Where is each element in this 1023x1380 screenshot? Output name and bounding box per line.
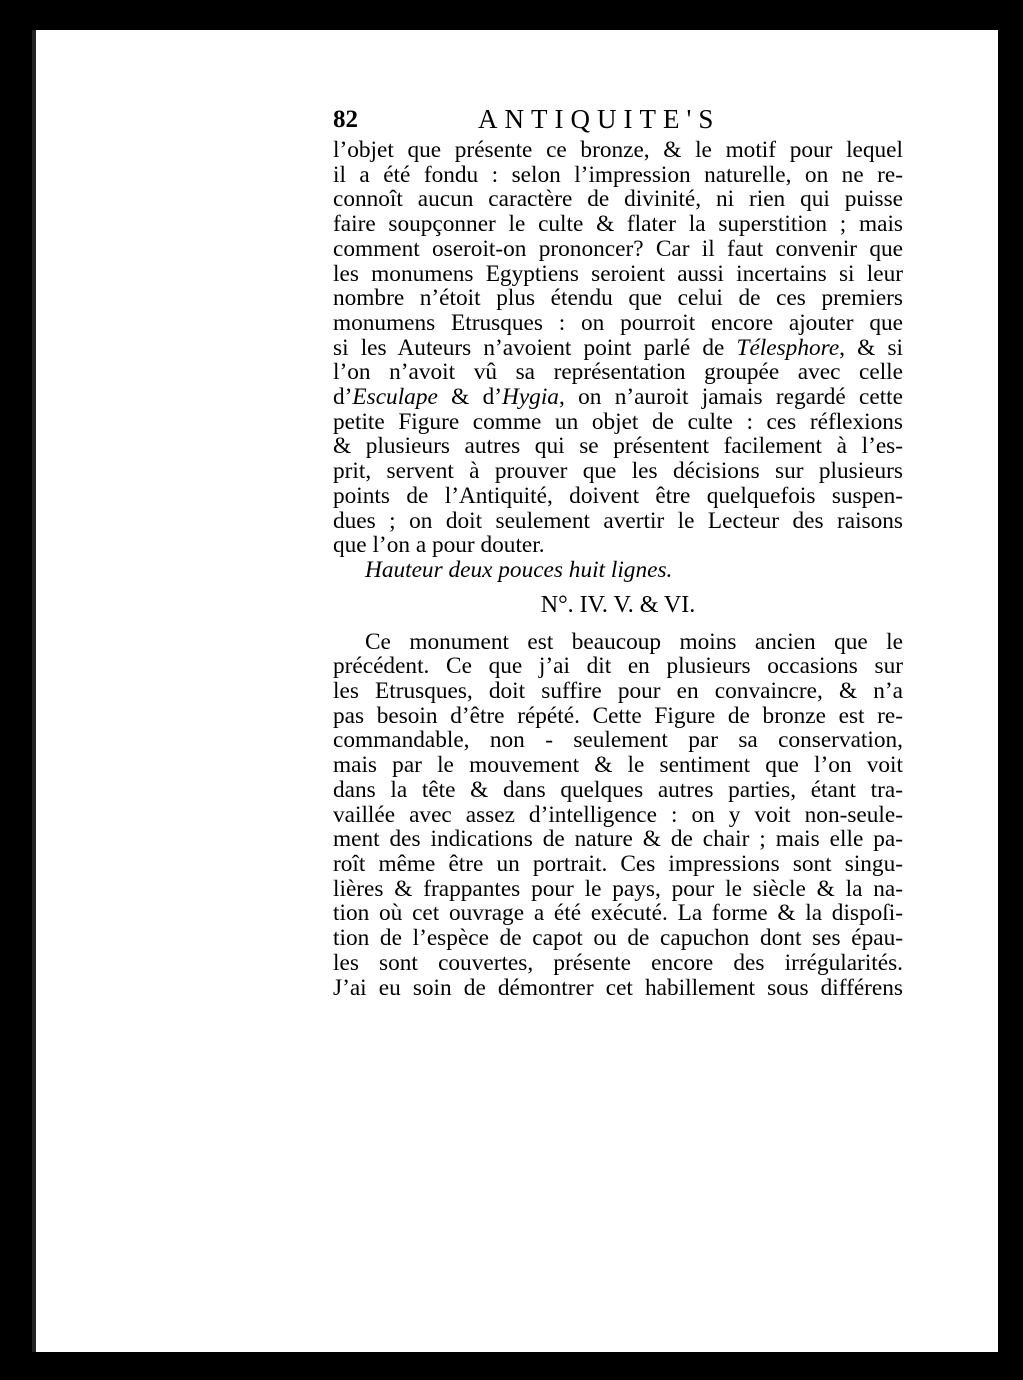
text-line <box>333 385 903 410</box>
text-line: nombre n’étoit plus étendu que celui de ces premiers <box>333 285 903 312</box>
measurement-note: Hauteur deux pouces huit lignes. <box>365 556 673 583</box>
text-line <box>333 336 903 361</box>
text-line: prit, servent à prouver que les décisions sur plusieurs <box>333 458 903 485</box>
text-line: il a été fondu : selon l’impression naturelle, on ne re- <box>333 161 903 188</box>
text-line: l’objet que présente ce bronze, & le motif pour lequel <box>333 137 903 163</box>
text-line: l’on n’avoit vû sa représentation groupée avec celle <box>333 359 903 386</box>
text-line: mais par le mouvement & le sentiment que l’on voit <box>333 752 903 779</box>
text-line: petite Figure comme un objet de culte : ces réflexions <box>333 408 903 435</box>
text-line: monumens Etrusques : on pourroit encore ajouter que <box>333 309 903 336</box>
text-line: dues ; on doit seulement avertir le Lecteur des raisons <box>333 507 903 534</box>
text-line: les monumens Egyptiens seroient aussi incertains si leur <box>333 260 903 287</box>
running-title: ANTIQUITE'S <box>478 104 721 134</box>
text-line: ment des indications de nature & de chair ; mais elle pa- <box>333 826 903 853</box>
text-line: faire soupçonner le culte & flater la superstition ; mais <box>333 211 903 238</box>
text-line: connoît aucun caractère de divinité, ni rien qui puisse <box>333 186 903 213</box>
text-segment: & d’ <box>437 384 502 411</box>
text-line: tion où cet ouvrage a été exécuté. La forme & la dispoſi- <box>333 900 903 927</box>
body-text <box>333 138 903 1000</box>
section-heading: N°. IV. V. & VI. <box>540 591 696 618</box>
italic-name-telesphore: Télesphore <box>736 334 840 361</box>
text-line: roît même être un portrait. Ces impressions sont singu- <box>333 850 903 877</box>
text-line: dans la tête & dans quelques autres parties, étant tra- <box>333 776 903 803</box>
text-segment: , on n’auroit jamais regardé cette <box>558 384 903 411</box>
text-line: les Etrusques, doit suffire pour en convaincre, & n’a <box>333 678 903 705</box>
text-line: lières & frappantes pour le pays, pour le siècle & la na- <box>333 875 903 902</box>
text-line: comment oseroit-on prononcer? Car il faut convenir que <box>333 235 903 262</box>
page-number: 82 <box>333 106 358 133</box>
text-line: les sont couvertes, présente encore des irrégularités. <box>333 949 903 976</box>
text-line: J’ai eu soin de démontrer cet habillement sous différens <box>333 974 903 1001</box>
text-line: Ce monument est beaucoup moins ancien que le <box>365 628 903 655</box>
italic-name-esculape: Esculape <box>352 384 438 411</box>
text-line: points de l’Antiquité, doivent être quelquefois suspen- <box>333 482 903 509</box>
text-line: & plusieurs autres qui se présentent facilement à l’es- <box>333 433 903 460</box>
text-line: précédent. Ce que j’ai dit en plusieurs occasions sur <box>333 653 903 680</box>
page-header <box>333 104 903 140</box>
text-line: que l’on a pour douter. <box>333 532 545 559</box>
text-segment: d’ <box>333 384 353 411</box>
text-line: tion de l’espèce de capot ou de capuchon dont ses épau- <box>333 925 903 952</box>
text-line: pas besoin d’être répété. Cette Figure de bronze est re- <box>333 702 903 729</box>
text-line: vaillée avec assez d’intelligence : on y voit non-seule- <box>333 801 903 828</box>
text-segment: , & si <box>839 334 903 361</box>
text-segment: si les Auteurs n’avoient point parlé de <box>333 334 737 361</box>
text-line: commandable, non - seulement par sa conservation, <box>333 727 903 754</box>
italic-name-hygia: Hygia <box>502 384 559 411</box>
